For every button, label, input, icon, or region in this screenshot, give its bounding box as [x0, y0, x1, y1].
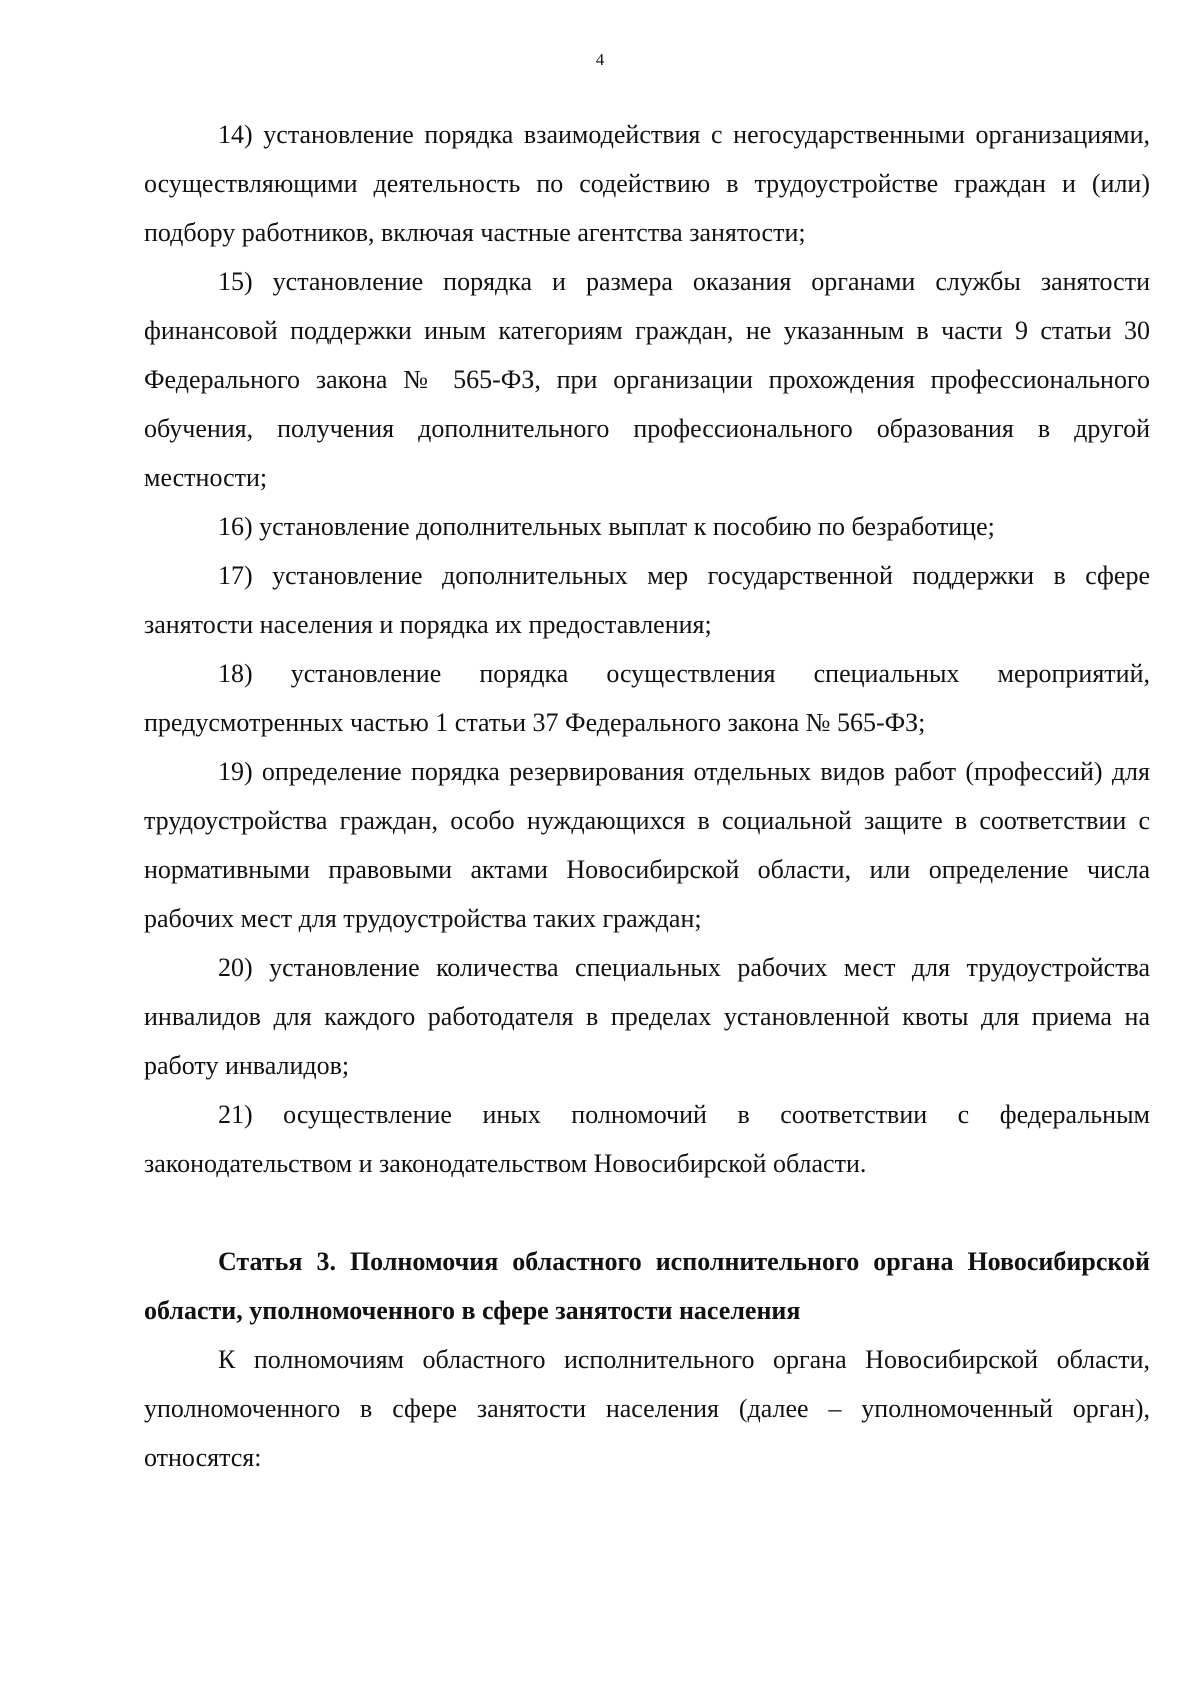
page-number: 4: [595, 50, 605, 69]
list-item-21: 21) осуществление иных полномочий в соответствии с федеральным законодательством и законодательством Новосибирской области.: [144, 1100, 1150, 1178]
list-item-19: 19) определение порядка резервирования отдельных видов работ (профессий) для трудоустройства граждан, особо нуждающихся в социальной защите в соответствии с нормативными правовыми актами Новосибирской области, или определение числа рабочих мест для трудоустройства таких граждан;: [144, 757, 1150, 933]
list-item-16: 16) установление дополнительных выплат к пособию по безработице;: [218, 512, 995, 541]
list-item-15: 15) установление порядка и размера оказания органами службы занятости финансовой поддержки иным категориям граждан, не указанным в части 9 статьи 30 Федерального закона № 565-ФЗ, при организации прохождения профессионального обучения, получения дополнительного профессионального образования в другой местности;: [144, 267, 1150, 492]
article-intro: К полномочиям областного исполнительного органа Новосибирской области, уполномоченного в сфере занятости населения (далее – уполномоченный орган), относятся:: [144, 1345, 1150, 1472]
article-heading: Статья 3. Полномочия областного исполнительного органа Новосибирской области, уполномоченного в сфере занятости населения: [144, 1247, 1150, 1325]
list-item-14: 14) установление порядка взаимодействия с негосударственными организациями, осуществляющими деятельность по содействию в трудоустройстве граждан и (или) подбору работников, включая частные агентства занятости;: [144, 120, 1150, 247]
document-body: [144, 110, 1150, 1482]
list-item-18: 18) установление порядка осуществления специальных мероприятий, предусмотренных частью 1 статьи 37 Федерального закона № 565-ФЗ;: [144, 659, 1150, 737]
list-item-20: 20) установление количества специальных рабочих мест для трудоустройства инвалидов для каждого работодателя в пределах установленной квоты для приема на работу инвалидов;: [144, 953, 1150, 1080]
section-spacer: [144, 1188, 1150, 1237]
list-item-17: 17) установление дополнительных мер государственной поддержки в сфере занятости населения и порядка их предоставления;: [144, 561, 1150, 639]
